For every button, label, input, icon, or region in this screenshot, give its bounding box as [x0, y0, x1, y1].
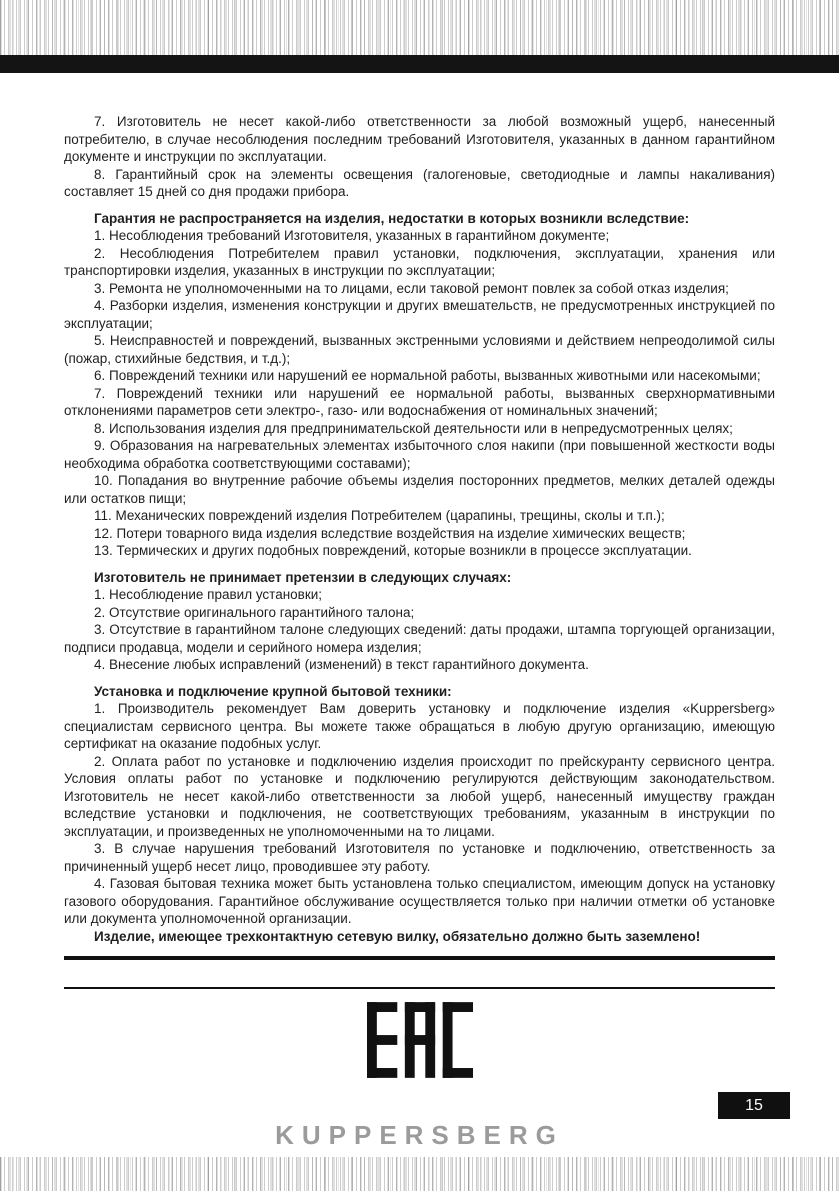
list-item: 1. Несоблюдения требований Изготовителя, указанных в гарантийном документе; — [94, 228, 610, 243]
list-item: 2. Несоблюдения Потребителем правил установки, подключения, эксплуатации, хранения или транспортировки изделия, указанных в инструкции по эксплуатации; — [64, 245, 775, 278]
decorative-barcode-strip-top — [0, 0, 839, 55]
list-item: 4. Газовая бытовая техника может быть установлена только специалистом, имеющим допуск на установку газового оборудования. Гарантийное обслуживание осуществляется только при наличии отметки об установке или документа уполномоченной организации. — [64, 876, 775, 926]
list-item: 3. Ремонта не уполномоченными на то лицами, если таковой ремонт повлек за собой отказ изделия; — [94, 280, 729, 296]
document-content — [64, 113, 775, 1083]
page-number: 15 — [745, 1096, 763, 1114]
list-item: 4. Разборки изделия, изменения конструкции и других вмешательств, не предусмотренных инструкцией по эксплуатации; — [64, 298, 775, 331]
list-item: 1. Производитель рекомендует Вам доверить установку и подключение изделия «Kuppersberg» специалистам сервисного центра. Вы можете также обращаться в любую другую организацию, имеющую сертификат на оказание подобных услуг. — [64, 701, 775, 751]
grounding-notice: Изделие, имеющее трехконтактную сетевую вилку, обязательно должно быть заземлено! — [94, 928, 701, 944]
list-item: 4. Внесение любых исправлений (изменений) в текст гарантийного документа. — [94, 657, 589, 672]
paragraph-intro-8: 8. Гарантийный срок на элементы освещения (галогеновые, светодиодные и лампы накаливания) составляет 15 дней со дня продажи прибора. — [64, 166, 775, 199]
list-item: 9. Образования на нагревательных элементах избыточного слоя накипи (при повышенной жесткости воды необходима обработка соответствующими составами); — [64, 438, 775, 471]
list-item: 3. В случае нарушения требований Изготовителя по установке и подключению, ответственность за причиненный ущерб несет лицо, проводившее эту работу. — [64, 841, 775, 874]
brand-wordmark: KUPPERSBERG — [275, 1120, 564, 1150]
eac-logo-container — [64, 1002, 775, 1083]
divider-thick — [64, 956, 775, 960]
paragraph-intro-7: 7. Изготовитель не несет какой-либо ответственности за любой возможный ущерб, нанесенный потребителю, в случае несоблюдения последним требований Изготовителя, указанных в данном гарантийном документе и инструкции по эксплуатации. — [64, 114, 775, 164]
eac-conformity-mark-icon — [367, 1002, 473, 1078]
list-item: 6. Повреждений техники или нарушений ее нормальной работы, вызванных животными или насекомыми; — [94, 368, 761, 383]
section-heading-installation: Установка и подключение крупной бытовой техники: — [94, 683, 452, 699]
page-number-badge — [718, 1092, 790, 1119]
list-item: 5. Неисправностей и повреждений, вызванных экстренными условиями и действием непреодолимой силы (пожар, стихийные бедствия, и т.д.); — [64, 333, 775, 366]
list-item: 8. Использования изделия для предпринимательской деятельности или в непредусмотренных целях; — [94, 420, 733, 436]
header-black-bar — [0, 55, 839, 73]
list-item: 2. Отсутствие оригинального гарантийного талона; — [94, 604, 415, 620]
section-heading-claims: Изготовитель не принимает претензии в следующих случаях: — [94, 569, 512, 585]
list-item: 2. Оплата работ по установке и подключению изделия происходит по прейскуранту сервисного центра. Условия оплаты работ по установке и подключению регулируются действующим законодательством. Изготовитель не несет какой-либо ответственности за любой ущерб, нанесенный имуществу граждан вследствие установки и подключения, не соответствующих требованиям, указанным в инструкции по эксплуатации, и произведенных не уполномоченными на то лицами. — [64, 753, 775, 839]
divider-thin — [64, 987, 775, 989]
list-item: 3. Отсутствие в гарантийном талоне следующих сведений: даты продажи, штампа торгующей организации, подписи продавца, модели и серийного номера изделия; — [64, 622, 775, 655]
list-item: 10. Попадания во внутренние рабочие объемы изделия посторонних предметов, мелких деталей одежды или остатков пищи; — [64, 473, 775, 506]
list-item: 7. Повреждений техники или нарушений ее нормальной работы, вызванных сверхнормативными отклонениями параметров сети электро-, газо- или водоснабжения от номинальных значений; — [64, 385, 775, 418]
decorative-barcode-strip-bottom — [0, 1157, 839, 1191]
list-item: 1. Несоблюдение правил установки; — [94, 587, 323, 602]
list-item: 11. Механических повреждений изделия Потребителем (царапины, трещины, сколы и т.п.); — [94, 508, 665, 523]
list-item: 13. Термических и других подобных повреждений, которые возникли в процессе эксплуатации. — [94, 543, 692, 558]
list-item: 12. Потери товарного вида изделия вследствие воздействия на изделие химических веществ; — [94, 525, 686, 541]
section-heading-warranty-exclusions: Гарантия не распространяется на изделия, недостатки в которых возникли вследствие: — [94, 210, 690, 226]
